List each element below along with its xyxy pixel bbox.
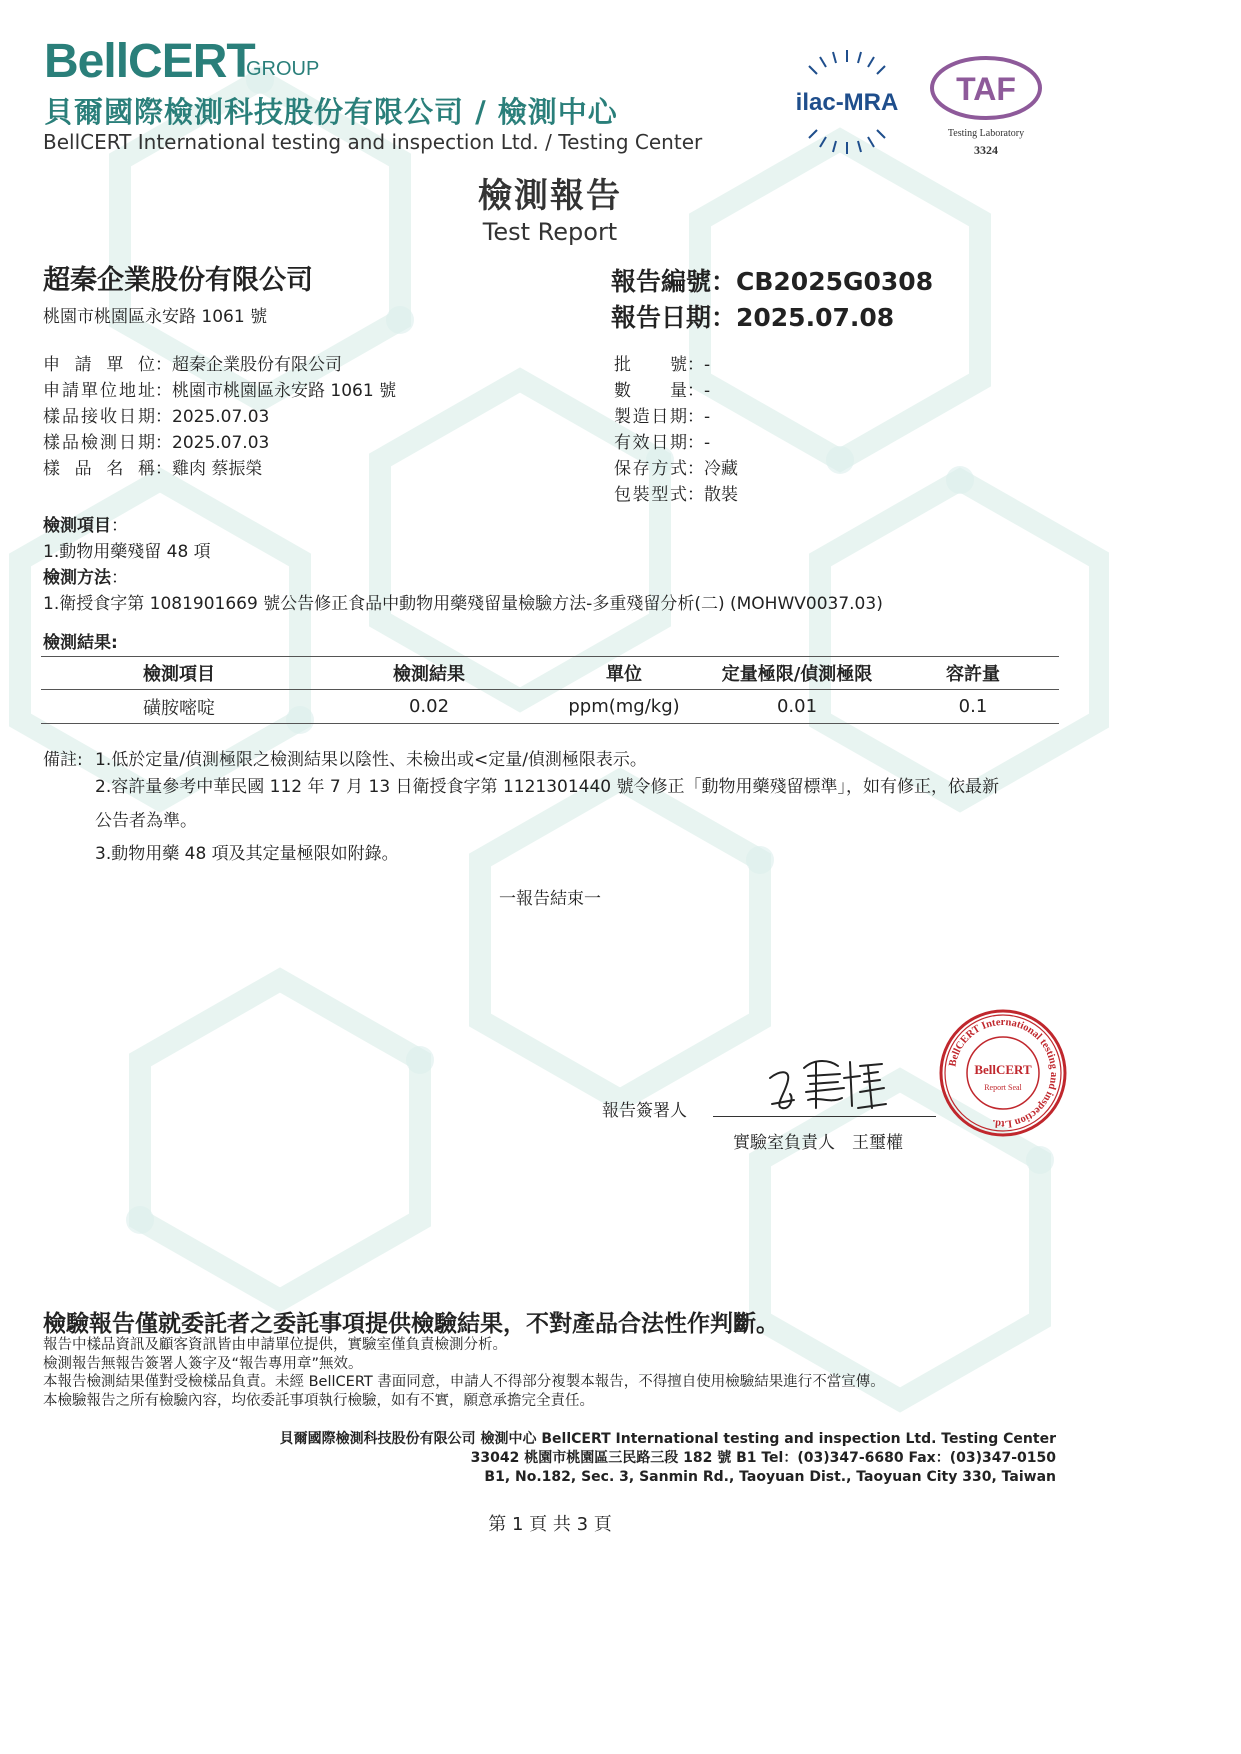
- results-header-row: [41, 657, 1059, 690]
- column-header: 定量極限/偵測極限: [707, 657, 887, 690]
- info-value: 散裝: [704, 485, 738, 505]
- info-value: -: [704, 355, 711, 375]
- signatory-label: 報告簽署人: [602, 1101, 687, 1121]
- info-row: 數量 ： -: [614, 378, 738, 404]
- info-label: 樣品名稱: [43, 459, 155, 479]
- footer-line: 33042 桃園市桃園區三民路三段 182 號 B1 Tel：(03)347-6680 Fax：(03)347-0150: [470, 1450, 1056, 1466]
- table-cell: 0.01: [707, 690, 887, 724]
- info-label: 樣品接收日期: [43, 407, 155, 427]
- table-cell: 0.1: [887, 690, 1059, 724]
- test-items-heading: 檢測項目：: [43, 516, 128, 536]
- info-row: 保存方式 ： 冷藏: [614, 456, 738, 482]
- ilac-mra-text: ilac-MRA: [795, 89, 899, 116]
- info-label: 申請單位: [43, 355, 155, 375]
- info-label: 保存方式: [614, 459, 687, 479]
- test-method-heading: 檢測方法：: [43, 568, 128, 588]
- test-items-value: 1.動物用藥殘留 48 項: [43, 542, 211, 562]
- info-value: 2025.07.03: [172, 433, 270, 453]
- info-label: 數量: [614, 381, 687, 401]
- info-row: 有效日期 ： -: [614, 430, 738, 456]
- company-name-zh: 貝爾國際檢測科技股份有限公司 / 檢測中心: [44, 95, 618, 129]
- info-row: 樣品檢測日期 ： 2025.07.03: [43, 430, 396, 456]
- disclaimer-lines: [43, 1336, 885, 1410]
- client-name: 超秦企業股份有限公司: [43, 265, 313, 296]
- note-3: 3.動物用藥 48 項及其定量極限如附錄。: [95, 844, 399, 864]
- info-row: 批號 ： -: [614, 352, 738, 378]
- taf-number: 3324: [974, 143, 998, 157]
- info-value: -: [704, 381, 711, 401]
- ilac-mra-logo: [789, 44, 905, 160]
- seal-sub-text: Report Seal: [984, 1083, 1022, 1092]
- report-title-zh: 檢測報告: [478, 176, 622, 216]
- footer-line: 貝爾國際檢測科技股份有限公司 檢測中心 BellCERT International testing and inspection Ltd. Testing Center: [279, 1431, 1056, 1447]
- brand-logo-group: GROUP: [246, 58, 320, 80]
- info-value: 超秦企業股份有限公司: [172, 355, 342, 375]
- disclaimer-line: 本報告檢測結果僅對受檢樣品負責。未經 BellCERT 書面同意，申請人不得部分複製本報告，不得擅自使用檢驗結果進行不當宣傳。: [43, 1374, 885, 1390]
- report-seal: [938, 1008, 1068, 1138]
- info-value: 桃園市桃園區永安路 1061 號: [172, 381, 397, 401]
- info-row: 包裝型式 ： 散裝: [614, 482, 738, 508]
- info-value: -: [704, 433, 711, 453]
- info-label: 樣品檢測日期: [43, 433, 155, 453]
- column-header: 單位: [541, 657, 707, 690]
- info-value: 雞肉 蔡振榮: [172, 459, 263, 479]
- table-cell: 0.02: [317, 690, 541, 724]
- note-1: 1.低於定量/偵測極限之檢測結果以陰性、未檢出或<定量/偵測極限表示。: [95, 750, 647, 770]
- footer-line: B1, No.182, Sec. 3, Sanmin Rd., Taoyuan Dist., Taoyuan City 330, Taiwan: [484, 1469, 1056, 1485]
- info-label: 批號: [614, 355, 687, 375]
- notes-block: [43, 747, 1000, 864]
- note-2: 2.容許量參考中華民國 112 年 7 月 13 日衛授食字第 1121301440 號令修正「動物用藥殘留標準」，如有修正，依最新: [95, 777, 1000, 797]
- sample-info-left: [43, 352, 396, 482]
- report-number: 報告編號：CB2025G0308: [611, 267, 934, 296]
- info-row: 樣品名稱 ： 雞肉 蔡振榮: [43, 456, 396, 482]
- seal-ring-text: BellCERT International testing and inspection Ltd.: [947, 1016, 1060, 1130]
- taf-text: TAF: [956, 71, 1016, 107]
- sample-info-right: [614, 352, 738, 508]
- info-row: 申請單位地址 ： 桃園市桃園區永安路 1061 號: [43, 378, 396, 404]
- disclaimer-main: 檢驗報告僅就委託者之委託事項提供檢驗結果，不對產品合法性作判斷。: [43, 1311, 779, 1337]
- info-label: 申請單位地址: [43, 381, 155, 401]
- page-number: 第 1 頁 共 3 頁: [488, 1514, 612, 1535]
- report-title-en: Test Report: [482, 218, 618, 246]
- disclaimer-line: 檢測報告無報告簽署人簽字及“報告專用章”無效。: [43, 1355, 363, 1372]
- info-label: 包裝型式: [614, 485, 687, 505]
- results-heading: 檢測結果:: [43, 633, 118, 653]
- note-2-cont: 公告者為準。: [95, 811, 197, 831]
- handwritten-signature: [760, 1048, 890, 1116]
- column-header: 容許量: [887, 657, 1059, 690]
- info-value: -: [704, 407, 711, 427]
- seal-center-text: BellCERT: [974, 1062, 1032, 1077]
- taf-logo: [928, 54, 1044, 158]
- footer-address: [280, 1430, 1056, 1487]
- table-row: [41, 690, 1059, 724]
- column-header: 檢測項目: [41, 657, 317, 690]
- test-method-value: 1.衛授食字第 1081901669 號公告修正食品中動物用藥殘留量檢驗方法-多重殘留分析(二) (MOHWV0037.03): [43, 594, 883, 614]
- client-address: 桃園市桃園區永安路 1061 號: [43, 307, 268, 327]
- results-table: [41, 656, 1059, 724]
- info-value: 冷藏: [704, 459, 738, 479]
- brand-logo-text: BellCERT: [44, 35, 255, 88]
- column-header: 檢測結果: [317, 657, 541, 690]
- taf-caption: Testing Laboratory: [947, 128, 1025, 139]
- info-label: 製造日期: [614, 407, 687, 427]
- info-value: 2025.07.03: [172, 407, 270, 427]
- end-of-report: 一報告結束一: [499, 889, 601, 909]
- report-date: 報告日期：2025.07.08: [611, 303, 895, 332]
- disclaimer-line: 報告中樣品資訊及顧客資訊皆由申請單位提供，實驗室僅負責檢測分析。: [43, 1337, 507, 1353]
- disclaimer-line: 本檢驗報告之所有檢驗內容，均依委託事項執行檢驗，如有不實，願意承擔完全責任。: [43, 1392, 594, 1409]
- company-name-en: BellCERT International testing and inspection Ltd. / Testing Center: [43, 130, 703, 154]
- info-label: 有效日期: [614, 433, 687, 453]
- info-row: 申請單位 ： 超秦企業股份有限公司: [43, 352, 396, 378]
- info-row: 製造日期 ： -: [614, 404, 738, 430]
- table-cell: 磺胺嘧啶: [41, 690, 317, 724]
- signature-line: [713, 1116, 936, 1117]
- table-cell: ppm(mg/kg): [541, 690, 707, 724]
- notes-label: 備註:: [43, 750, 83, 770]
- signer-name: 實驗室負責人 王璽權: [733, 1133, 903, 1153]
- info-row: 樣品接收日期 ： 2025.07.03: [43, 404, 396, 430]
